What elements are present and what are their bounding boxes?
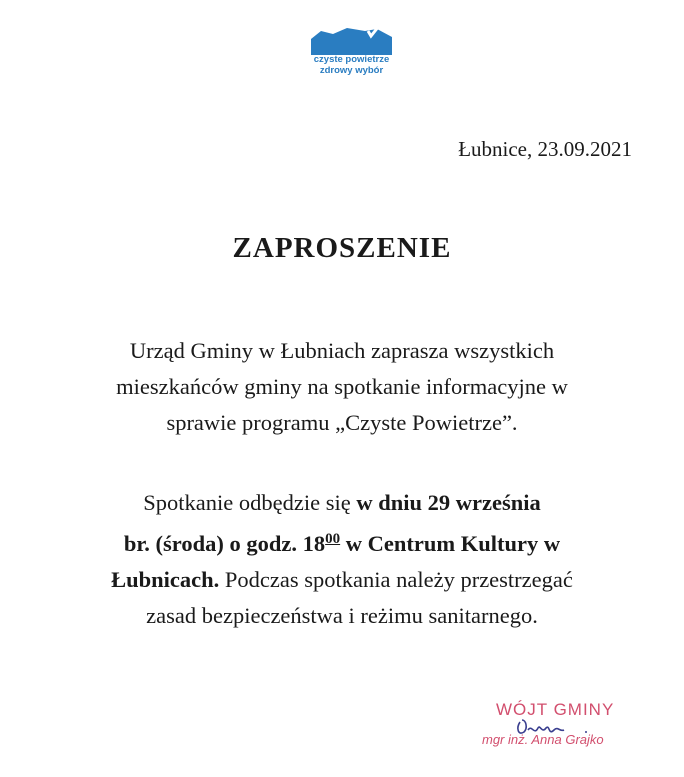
paragraph-2-line-3-normal: Podczas spotkania należy przestrzegać (219, 567, 573, 592)
paragraph-1-line-3: sprawie programu „Czyste Powietrze”. (166, 410, 518, 435)
stamp-title: WÓJT GMINY (496, 700, 615, 719)
paragraph-1 (0, 333, 684, 441)
paragraph-2-line-3-bold: Łubnicach. (111, 567, 220, 592)
logo-line2: zdrowy wybór (319, 65, 384, 76)
paragraph-2-line-4: zasad bezpieczeństwa i reżimu sanitarnego. (146, 603, 538, 628)
date: Łubnice, 23.09.2021 (458, 137, 632, 161)
logo-house-icon (311, 25, 392, 55)
paragraph-2-time-superscript: 00 (325, 531, 341, 547)
paragraph-2-line-1-normal: Spotkanie odbędzie się (143, 490, 357, 515)
paragraph-2-line-1-bold: w dniu 29 września (356, 490, 541, 515)
document-title: ZAPROSZENIE (232, 232, 452, 264)
stamp-name: mgr inż. Anna Grajko (482, 732, 604, 747)
paragraph-1-line-2: mieszkańców gminy na spotkanie informacyjne w (116, 374, 568, 399)
paragraph-2-line-2-bold-b: w Centrum Kultury w (340, 531, 561, 556)
paragraph-1-line-1: Urząd Gminy w Łubniach zaprasza wszystkich (129, 338, 555, 363)
logo (311, 25, 392, 87)
paragraph-2 (0, 485, 684, 634)
official-stamp (474, 700, 649, 762)
logo-line1: czyste powietrze (313, 54, 390, 65)
paragraph-2-line-2-bold-a: br. (środa) o godz. 18 (123, 531, 326, 556)
